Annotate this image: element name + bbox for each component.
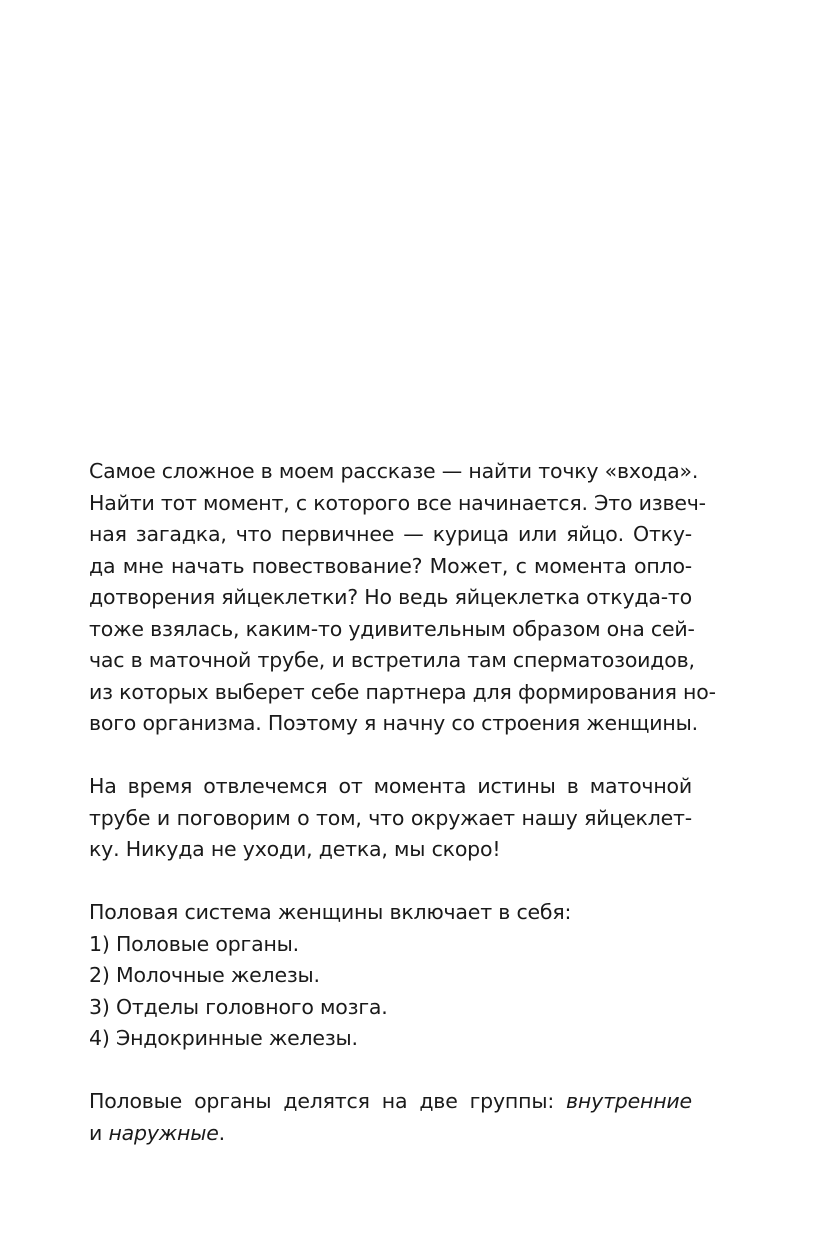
list-intro: Половая система женщины включает в себя: (89, 900, 572, 924)
list-item: 4) Эндокринные железы. (89, 1026, 358, 1050)
period-text: . (218, 1120, 225, 1145)
text-line (89, 1086, 692, 1118)
list-item: 1) Половые органы. (89, 931, 299, 956)
list-item: 3) Отделы головного мозга. (89, 994, 388, 1019)
text-line: тоже взялась, каким-то удивительным образом она сей- (89, 616, 695, 641)
page-body (89, 456, 716, 1149)
paragraph-spacer (89, 866, 692, 898)
external-term: наружные (108, 1120, 219, 1145)
text-line: да мне начать повествование? Может, с момента опло- (89, 553, 692, 578)
text-line (89, 1118, 692, 1150)
text-line: Самое сложное в моем рассказе — найти точку «входа». (89, 459, 699, 483)
text-line: вого организма. Поэтому я начну со строения женщины. (89, 711, 698, 735)
conjunction-text: и (89, 1120, 103, 1145)
text-line: ная загадка, что первичнее — курица или яйцо. Отку- (89, 522, 692, 546)
list-item: 2) Молочные железы. (89, 963, 320, 987)
internal-term: внутренние (566, 1089, 692, 1113)
paragraph-organ-groups (89, 1086, 692, 1149)
text-line: дотворения яйцеклетки? Но ведь яйцеклетка откуда-то (89, 585, 692, 609)
reproductive-system-list (89, 897, 692, 1055)
text-line: На время отвлечемся от момента истины в маточной (89, 774, 692, 798)
text-line: трубе и поговорим о том, что окружает нашу яйцеклет- (89, 805, 692, 830)
paragraph-spacer (89, 1055, 692, 1087)
paragraph-distraction (89, 771, 692, 866)
organ-groups-text: Половые органы делятся на две группы: (89, 1089, 555, 1113)
text-line: из которых выберет себе партнера для формирования но- (89, 679, 716, 704)
text-line: Найти тот момент, с которого все начинается. Это извеч- (89, 490, 706, 515)
paragraph-entry-point (89, 456, 716, 740)
text-line: ку. Никуда не уходи, детка, мы скоро! (89, 837, 501, 861)
paragraph-spacer (89, 740, 692, 772)
text-line: час в маточной трубе, и встретила там сперматозоидов, (89, 648, 695, 672)
